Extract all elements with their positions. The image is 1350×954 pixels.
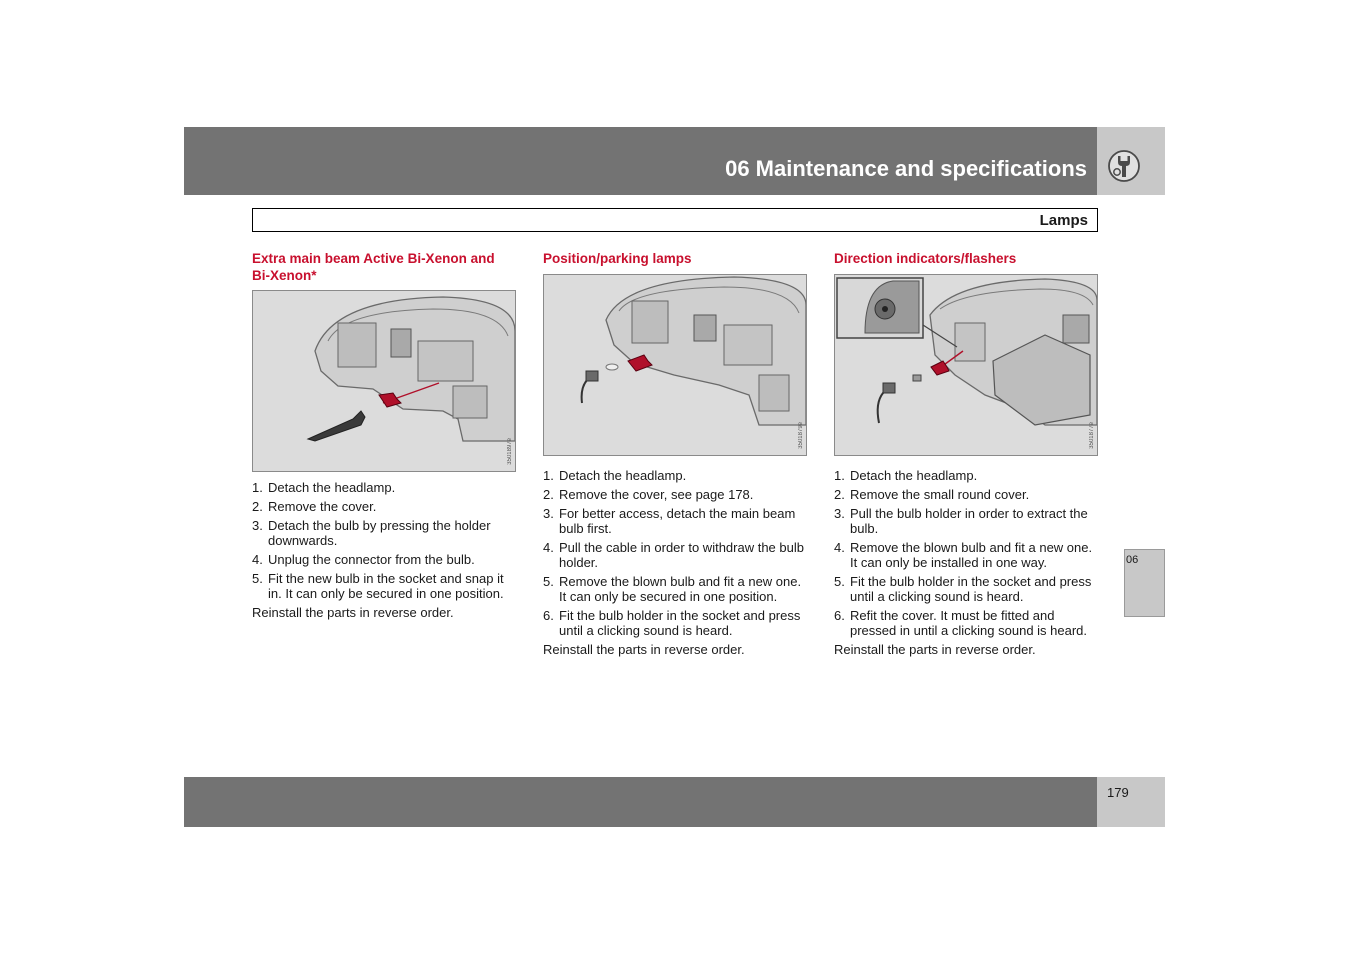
- list-item: 3. Pull the bulb holder in order to extract the bulb.: [834, 506, 1088, 536]
- page-number: 179: [1107, 785, 1129, 800]
- list-item: 6. Fit the bulb holder in the socket and press until a clicking sound is heard.: [543, 608, 801, 638]
- figure-extra-main-beam: [252, 290, 516, 472]
- list-item: 4. Unplug the connector from the bulb.: [252, 552, 475, 567]
- list-item: 2. Remove the cover.: [252, 499, 377, 514]
- figure-position-parking: [543, 274, 807, 456]
- column-direction-indicators: [834, 250, 1098, 657]
- headlamp-indicator-illustration: [835, 275, 1097, 455]
- list-item: 5. Fit the bulb holder in the socket and press until a clicking sound is heard.: [834, 574, 1092, 604]
- steps-list: [543, 468, 807, 638]
- figure-code: 3501897e: [507, 438, 513, 465]
- chapter-header-bar: [184, 127, 1097, 195]
- list-item: 2. Remove the small round cover.: [834, 487, 1030, 502]
- list-item: 1. Detach the headlamp.: [252, 480, 396, 495]
- heading-extra-main-beam: Extra main beam Active Bi-Xenon and Bi-Xenon*: [252, 251, 495, 283]
- list-item: 5. Remove the blown bulb and fit a new one. It can only be secured in one position.: [543, 574, 802, 604]
- list-item: 2. Remove the cover, see page 178.: [543, 487, 754, 502]
- list-item: 4. Pull the cable in order to withdraw the bulb holder.: [543, 540, 804, 570]
- list-item: 1. Detach the headlamp.: [834, 468, 978, 483]
- chapter-tab-label: 06: [1126, 554, 1139, 566]
- closing-note: Reinstall the parts in reverse order.: [543, 642, 745, 657]
- page-number-box: [1097, 777, 1165, 827]
- figure-direction-indicators: [834, 274, 1098, 456]
- list-item: 5. Fit the new bulb in the socket and snap it in. It can only be secured in one position.: [252, 571, 504, 601]
- section-title: Lamps: [1039, 212, 1088, 229]
- heading-direction-indicators: Direction indicators/flashers: [834, 251, 1017, 266]
- headlamp-parking-illustration: [544, 275, 806, 455]
- list-item: 4. Remove the blown bulb and fit a new one. It can only be installed in one way.: [834, 540, 1093, 570]
- section-title-box: [252, 208, 1098, 232]
- chapter-title: 06 Maintenance and specifications: [725, 156, 1087, 181]
- column-extra-main-beam: [252, 250, 516, 620]
- chapter-icon-box: [1097, 127, 1165, 195]
- list-item: 3. Detach the bulb by pressing the holder downwards.: [252, 518, 491, 548]
- steps-list: [252, 480, 516, 601]
- steps-list: [834, 468, 1098, 638]
- wrench-gear-icon: [1107, 149, 1141, 183]
- headlamp-main-beam-illustration: [253, 291, 515, 471]
- figure-code: 3501879e: [798, 422, 804, 449]
- heading-position-parking: Position/parking lamps: [543, 251, 692, 266]
- list-item: 3. For better access, detach the main beam bulb first.: [543, 506, 796, 536]
- figure-code: 3501877e: [1089, 422, 1095, 449]
- column-position-parking: [543, 250, 807, 657]
- closing-note: Reinstall the parts in reverse order.: [834, 642, 1036, 657]
- list-item: 1. Detach the headlamp.: [543, 468, 687, 483]
- chapter-side-tab: [1124, 549, 1165, 617]
- list-item: 6. Refit the cover. It must be fitted and pressed in until a clicking sound is heard.: [834, 608, 1088, 638]
- footer-bar: [184, 777, 1097, 827]
- closing-note: Reinstall the parts in reverse order.: [252, 605, 454, 620]
